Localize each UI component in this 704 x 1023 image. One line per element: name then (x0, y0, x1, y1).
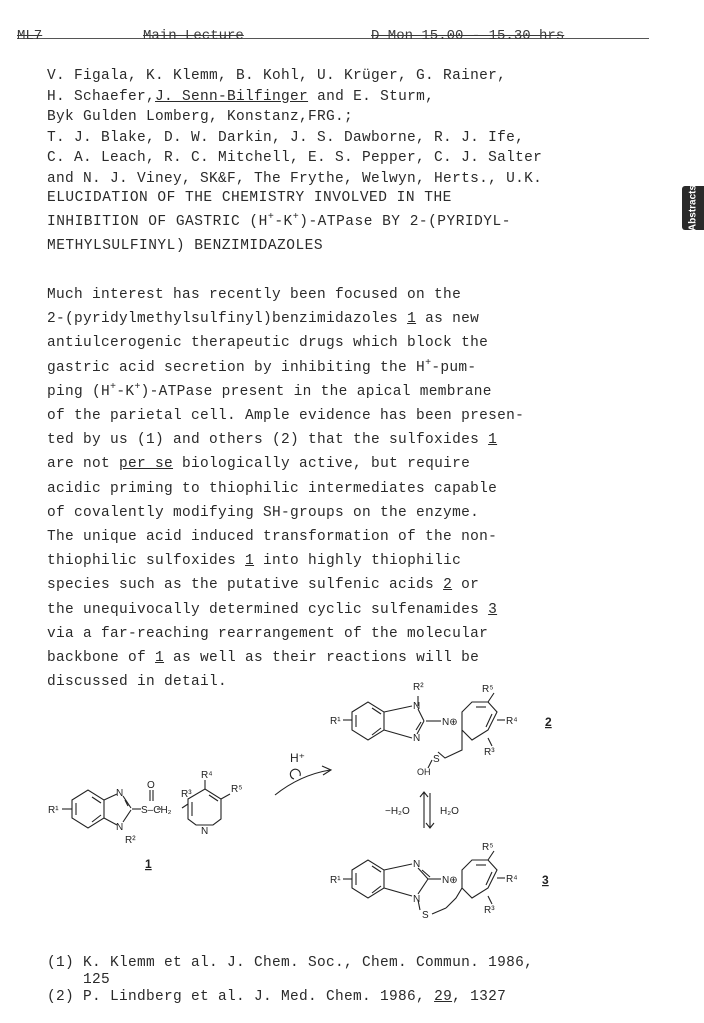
n-atom: N (413, 733, 421, 744)
title-line: -K (274, 214, 293, 230)
reference-2-pages: , 1327 (452, 989, 507, 1005)
superscript-plus: + (267, 212, 275, 223)
compound-ref-1: 1 (245, 553, 255, 570)
superscript-plus: + (292, 212, 300, 223)
r5-label: R⁵ (231, 784, 243, 795)
compound-ref-1: 1 (407, 311, 417, 328)
n-plus-atom: N⊕ (442, 717, 458, 728)
abstracts-tab-label: Abstracts (687, 184, 699, 232)
n-atom: N (413, 894, 421, 905)
reference-1: (1) K. Klemm et al. J. Chem. Soc., Chem. Commun. 1986, (47, 955, 534, 971)
compound-label-2: 2 (545, 715, 552, 729)
n-atom: N (413, 701, 421, 712)
r1-label: R¹ (330, 716, 341, 727)
n-atom: N (116, 822, 124, 833)
session-time: D Mon 15.00 - 15.30 hrs (371, 28, 565, 44)
author-line: C. A. Leach, R. C. Mitchell, E. S. Pepper, C. J. Salter (47, 150, 543, 166)
reference-2: (2) P. Lindberg et al. J. Med. Chem. 1986, (47, 989, 435, 1005)
reference-2-volume: 29 (434, 989, 453, 1005)
references (47, 955, 533, 1006)
r3-label: R³ (484, 905, 495, 916)
affiliation-line: Byk Gulden Lomberg, Konstanz,FRG.; (47, 109, 354, 125)
s-atom: S (433, 754, 440, 765)
n-atom: N (201, 826, 209, 837)
compound-ref-1: 1 (488, 432, 498, 449)
r3-label: R³ (484, 747, 495, 758)
n-atom: N (116, 788, 124, 799)
title-line: METHYLSULFINYL) BENZIMIDAZOLES (47, 238, 324, 254)
compound-label-1: 1 (145, 857, 152, 871)
s-atom: S (422, 910, 429, 921)
s-ch2-group: S–CH₂ (141, 805, 172, 816)
author-line: and E. Sturm, (308, 88, 435, 105)
emphasis-per-se: per se (119, 456, 174, 473)
r3-label: R³ (181, 789, 192, 800)
compound-ref-1: 1 (155, 650, 165, 667)
scheme-labels (48, 682, 552, 921)
n-plus-atom: N⊕ (442, 875, 458, 886)
compound-ref-2: 2 (443, 577, 453, 594)
abstract-body: Much interest has recently been focused on the 2-(pyridylmethylsulfinyl)benzimidazoles 1 as new antiulcerogenic therapeutic drugs which block the gastric acid secretion by inhibiting the H+-pum- ping (H+-K+)-ATPase present in the apical membrane of the parietal cell. Ample evidence has been presen- ted by us (1) and others (2) that the sulfoxides 1 are not per se biologically active, but require acidic priming to thiophilic intermediates capable of covalently modifying SH-groups on the enzyme. The unique acid induced transformation of the non- thiophilic sulfoxides 1 into highly thiophilic species such as the putative sulfenic acids 2 or the unequivocally determined cyclic sulfenamides 3 via a far-reaching rearrangement of the molecular backbone of 1 as well as their reactions will be discussed in detail. (47, 287, 525, 691)
compound-label-3: 3 (542, 873, 549, 887)
r2-label: R² (413, 682, 424, 693)
r5-label: R⁵ (482, 842, 494, 853)
h-plus-label: H⁺ (290, 751, 305, 765)
oh-group: OH (417, 767, 431, 777)
title-line: )-ATPase BY 2-(PYRIDYL- (299, 214, 511, 230)
author-line: V. Figala, K. Klemm, B. Kohl, U. Krüger, G. Rainer, (47, 68, 507, 84)
r4-label: R⁴ (506, 716, 518, 727)
compound-ref-3: 3 (488, 601, 498, 618)
author-line: T. J. Blake, D. W. Darkin, J. S. Dawborne, R. J. Ife, (47, 129, 525, 146)
r4-label: R⁴ (506, 874, 518, 885)
title-line: ELUCIDATION OF THE CHEMISTRY INVOLVED IN THE (47, 190, 452, 206)
author-line: H. Schaefer, (47, 88, 156, 105)
r2-label: R² (125, 835, 136, 846)
r5-label: R⁵ (482, 684, 494, 695)
h2o-label: H₂O (440, 806, 459, 817)
session-code: ML7 (17, 28, 43, 44)
r4-label: R⁴ (201, 770, 213, 781)
r1-label: R¹ (330, 875, 341, 886)
affiliation-line: and N. J. Viney, SK&F, The Frythe, Welwyn, Herts., U.K. (47, 170, 543, 187)
reference-1-cont: 125 (47, 972, 111, 988)
r1-label: R¹ (48, 805, 59, 816)
presenting-author: J. Senn-Bilfinger (155, 88, 309, 105)
title-line: INHIBITION OF GASTRIC (H (47, 214, 268, 230)
scheme-bonds (62, 693, 505, 914)
session-type: Main Lecture (143, 28, 244, 44)
n-atom: N (413, 859, 421, 870)
minus-h2o-label: −H₂O (385, 806, 410, 817)
o-atom: O (147, 780, 155, 791)
